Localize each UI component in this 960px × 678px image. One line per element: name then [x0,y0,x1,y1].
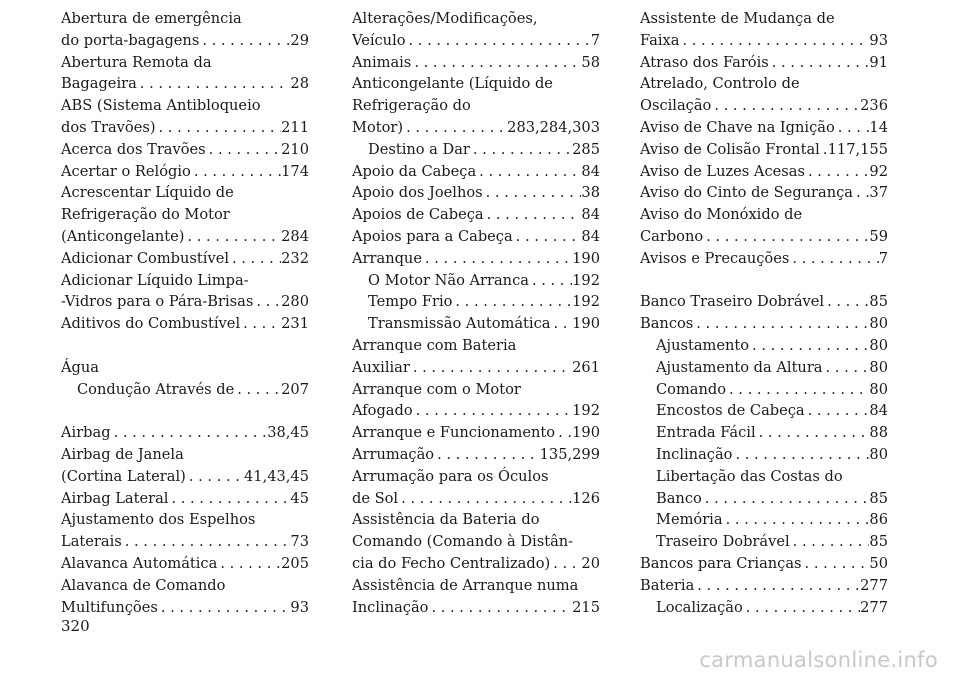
dot-leader [217,553,281,575]
index-entry [352,73,600,95]
index-subentry [640,335,888,357]
entry-text: Banco [656,489,702,507]
entry-page-ref: 192 [572,293,600,311]
entry-page-ref: 190 [572,249,600,267]
entry-page-ref: 205 [281,554,309,572]
dot-leader [191,161,281,183]
entry-page-ref: 190 [572,424,600,442]
entry-text: Apoio da Cabeça [352,162,477,180]
dot-leader [529,270,572,292]
dot-leader [111,422,268,444]
index-entry [352,357,600,379]
entry-page-ref: 92 [869,162,888,180]
entry-text: Acrescentar Líquido de [61,184,234,202]
dot-leader [410,357,572,379]
entry-text: Airbag [61,424,111,442]
index-entry [61,8,309,30]
dot-leader [422,248,572,270]
entry-text: Comando (Comando à Distân- [352,533,574,551]
entry-page-ref: 283,284,303 [507,118,600,136]
entry-text: Traseiro Dobrável [656,533,790,551]
entry-text: Inclinação [656,445,733,463]
dot-leader [406,30,591,52]
entry-text: Laterais [61,533,122,551]
dot-leader [711,95,860,117]
index-entry [352,335,600,357]
dot-leader [403,117,507,139]
entry-page-ref: 50 [869,554,888,572]
index-entry [61,313,309,335]
index-subentry [352,313,600,335]
entry-text: de Sol [352,489,399,507]
entry-text: Animais [352,53,412,71]
entry-text: Airbag de Janela [61,445,184,463]
dot-leader [240,313,281,335]
dot-leader [732,444,869,466]
entry-page-ref: 7 [590,31,600,49]
index-entry [640,248,888,270]
entry-page-ref: 277 [860,576,888,594]
index-entry [352,95,600,117]
index-entry [352,161,600,183]
entry-page-ref: 280 [281,293,309,311]
index-entry [61,488,309,510]
index-entry [61,553,309,575]
entry-text: Libertação das Costas do [656,467,843,485]
index-entry [352,226,600,248]
index-subentry [352,270,600,292]
dot-leader [756,422,870,444]
index-subentry [352,139,600,161]
dot-leader [411,52,581,74]
entry-page-ref: 232 [281,249,309,267]
entry-text: Acertar o Relógio [61,162,191,180]
entry-text: Bancos [640,315,694,333]
dot-leader [820,139,828,161]
entry-page-ref: 29 [290,31,309,49]
index-entry [61,30,309,52]
entry-page-ref: 135,299 [539,445,600,463]
dot-leader [555,422,572,444]
entry-text: Inclinação [352,598,429,616]
entry-text: Arrumação para os Óculos [352,467,549,485]
entry-text: Bateria [640,576,695,594]
dot-leader [853,182,869,204]
entry-text: Aviso do Monóxido de [640,206,803,224]
entry-page-ref: 277 [860,598,888,616]
entry-page-ref: 284 [281,227,309,245]
index-subentry [640,357,888,379]
entry-page-ref: 93 [290,598,309,616]
dot-leader [484,204,582,226]
entry-page-ref: 174 [281,162,309,180]
dot-leader [122,531,291,553]
page-number: 320 [61,617,90,635]
dot-leader [234,379,281,401]
entry-text: cia do Fecho Centralizado) [352,554,551,572]
entry-text: Alavanca Automática [61,554,218,572]
dot-leader [769,52,870,74]
index-entry [352,379,600,401]
entry-text: Ajustamento dos Espelhos [61,511,256,529]
index-entry [61,291,309,313]
dot-leader [398,488,572,510]
index-entry [352,422,600,444]
dot-leader [513,226,582,248]
entry-text: O Motor Não Arranca [368,271,529,289]
entry-page-ref: 215 [572,598,600,616]
entry-text: Arranque e Funcionamento [352,424,556,442]
entry-page-ref: 190 [572,315,600,333]
entry-text: Abertura Remota da [61,53,212,71]
watermark: carmanualsonline.info [699,648,938,672]
dot-leader [158,597,291,619]
index-entry [640,553,888,575]
entry-text: Encostos de Cabeça [656,402,805,420]
index-entry [61,248,309,270]
index-entry [352,30,600,52]
index-entry [640,313,888,335]
entry-text: Tempo Frio [368,293,453,311]
dot-leader [199,30,290,52]
entry-page-ref: 84 [581,227,600,245]
dot-leader [229,248,281,270]
index-subentry [640,466,888,488]
index-column-2 [352,8,600,618]
entry-text: Alavanca de Comando [61,576,226,594]
entry-page-ref: 192 [572,271,600,289]
entry-page-ref: 20 [581,554,600,572]
entry-page-ref: 84 [581,206,600,224]
entry-page-ref: 80 [869,380,888,398]
dot-leader [790,531,870,553]
entry-text: Transmissão Automática [368,315,551,333]
index-entry [61,73,309,95]
index-subentry [640,597,888,619]
index-entry [352,52,600,74]
entry-text: Airbag Lateral [61,489,169,507]
index-entry [640,291,888,313]
dot-leader [703,226,869,248]
entry-text: (Cortina Lateral) [61,467,186,485]
index-entry [640,182,888,204]
entry-text: Atrelado, Controlo de [640,75,800,93]
entry-page-ref: 236 [860,97,888,115]
entry-page-ref: 80 [869,358,888,376]
entry-text: Banco Traseiro Dobrável [640,293,825,311]
entry-text: Assistente de Mudança de [640,10,835,27]
entry-text: Comando [656,380,727,398]
index-entry [61,161,309,183]
index-entry [352,444,600,466]
entry-page-ref: 80 [869,336,888,354]
entry-page-ref: 28 [290,75,309,93]
entry-page-ref: 14 [869,118,888,136]
entry-text: ABS (Sistema Antibloqueio [61,97,261,115]
entry-text: Água [61,358,99,376]
entry-text: Adicionar Combustível [61,249,229,267]
index-entry [61,117,309,139]
index-entry [352,248,600,270]
entry-text: Aviso de Chave na Ignição [640,118,835,136]
index-entry [640,52,888,74]
entry-text: Anticongelante (Líquido de [352,75,553,93]
index-entry [352,553,600,575]
index-entry [61,509,309,531]
entry-text: Afogado [352,402,413,420]
index-entry [640,139,888,161]
dot-leader [789,248,878,270]
index-entry [640,161,888,183]
dot-leader [824,291,869,313]
dot-leader [483,182,582,204]
dot-leader [694,575,860,597]
entry-text: Multifunções [61,598,158,616]
dot-leader [434,444,540,466]
dot-leader [679,30,869,52]
entry-page-ref: 38 [581,184,600,202]
entry-text: Apoios para a Cabeça [352,227,513,245]
dot-leader [726,379,869,401]
entry-text: Destino a Dar [368,140,470,158]
dot-leader [723,509,870,531]
dot-leader [184,226,281,248]
index-column-3 [640,8,888,618]
index-subentry [640,400,888,422]
entry-text: Localização [656,598,743,616]
dot-leader [413,400,572,422]
index-subentry [640,531,888,553]
dot-leader [702,488,870,510]
entry-page-ref: 126 [572,489,600,507]
index-column-1 [61,8,309,618]
index-subentry [61,379,309,401]
index-subentry [640,509,888,531]
index-entry [640,95,888,117]
entry-text: Apoio dos Joelhos [352,184,483,202]
entry-text: Assistência da Bateria do [352,511,540,529]
index-entry [640,226,888,248]
index-entry [352,8,600,30]
dot-leader [156,117,282,139]
entry-text: Aviso de Luzes Acesas [640,162,805,180]
dot-leader [805,161,869,183]
dot-leader [452,291,572,313]
entry-page-ref: 88 [869,424,888,442]
entry-page-ref: 91 [869,53,888,71]
entry-text: Memória [656,511,723,529]
index-entry [61,357,309,379]
index-entry [61,444,309,466]
dot-leader [693,313,869,335]
dot-leader [805,400,870,422]
index-entry [61,422,309,444]
entry-page-ref: 38,45 [267,424,309,442]
entry-text: Ajustamento [656,336,750,354]
index-entry [61,270,309,292]
index-entry [352,182,600,204]
entry-text: Apoios de Cabeça [352,206,484,224]
index-entry [352,117,600,139]
entry-text: Arranque com Bateria [352,336,517,354]
entry-page-ref: 261 [572,358,600,376]
entry-page-ref: 41,43,45 [244,467,309,485]
entry-page-ref: 85 [869,489,888,507]
dot-leader [476,161,581,183]
index-entry [61,466,309,488]
entry-page-ref: 207 [281,380,309,398]
entry-page-ref: 117,155 [827,140,888,158]
dot-leader [550,553,581,575]
entry-page-ref: 285 [572,140,600,158]
entry-text: Refrigeração do Motor [61,206,230,224]
entry-text: Arrumação [352,445,435,463]
entry-text: Ajustamento da Altura [656,358,823,376]
index-entry [352,466,600,488]
entry-text: Arranque com o Motor [352,380,521,398]
index-entry [61,575,309,597]
entry-page-ref: 59 [869,227,888,245]
index-entry [352,509,600,531]
dot-leader [802,553,870,575]
entry-text: Atraso dos Faróis [640,53,769,71]
entry-page-ref: 85 [869,293,888,311]
entry-text: -Vidros para o Pára-Brisas [61,293,254,311]
dot-leader [470,139,572,161]
entry-page-ref: 192 [572,402,600,420]
dot-leader [550,313,572,335]
index-entry [61,52,309,74]
entry-text: Entrada Fácil [656,424,756,442]
index-entry [352,531,600,553]
dot-leader [137,73,291,95]
index-entry [640,30,888,52]
index-entry [352,597,600,619]
entry-text: Carbono [640,227,704,245]
index-entry [640,73,888,95]
index-entry [640,204,888,226]
entry-text: Bagageira [61,75,137,93]
entry-text: Motor) [352,118,404,136]
entry-page-ref: 80 [869,445,888,463]
entry-text: Oscilação [640,97,712,115]
entry-page-ref: 93 [869,31,888,49]
entry-page-ref: 211 [281,118,309,136]
entry-text: Avisos e Precauções [640,249,790,267]
index-subentry [352,291,600,313]
dot-leader [206,139,281,161]
dot-leader [428,597,572,619]
entry-text: Aviso de Colisão Frontal [640,140,820,158]
entry-page-ref: 45 [290,489,309,507]
entry-text: Faixa [640,31,680,49]
index-entry [640,8,888,30]
dot-leader [186,466,244,488]
index-entry [352,204,600,226]
index-entry [61,182,309,204]
dot-leader [749,335,869,357]
index-entry [352,488,600,510]
dot-leader [823,357,870,379]
index-subentry [640,444,888,466]
entry-text: Alterações/Modificações, [352,10,538,27]
dot-leader [743,597,860,619]
entry-page-ref: 73 [290,533,309,551]
entry-text: Refrigeração do [352,97,471,115]
index-entry [61,139,309,161]
entry-text: Abertura de emergência [61,10,242,27]
index-entry [61,597,309,619]
entry-page-ref: 58 [581,53,600,71]
entry-page-ref: 80 [869,315,888,333]
entry-text: Acerca dos Travões [61,140,206,158]
index-entry [61,531,309,553]
index-entry [352,575,600,597]
index-subentry [640,488,888,510]
entry-text: Adicionar Líquido Limpa- [61,271,249,289]
entry-text: Assistência de Arranque numa [352,576,579,594]
entry-text: Condução Através de [77,380,235,398]
index-entry [61,204,309,226]
entry-text: dos Travões) [61,118,156,136]
dot-leader [253,291,281,313]
index-subentry [640,422,888,444]
entry-text: Aviso do Cinto de Segurança [640,184,854,202]
entry-text: Veículo [352,31,406,49]
entry-page-ref: 231 [281,315,309,333]
index-entry [61,226,309,248]
entry-page-ref: 86 [869,511,888,529]
entry-text: Aditivos do Combustível [61,315,241,333]
index-entry [61,95,309,117]
entry-page-ref: 7 [878,249,888,267]
entry-text: do porta-bagagens [61,31,200,49]
entry-page-ref: 84 [869,402,888,420]
index-entry [352,400,600,422]
entry-page-ref: 210 [281,140,309,158]
entry-page-ref: 84 [581,162,600,180]
index-entry [640,575,888,597]
index-subentry [640,379,888,401]
entry-text: (Anticongelante) [61,227,185,245]
dot-leader [168,488,290,510]
entry-text: Bancos para Crianças [640,554,802,572]
entry-page-ref: 85 [869,533,888,551]
entry-page-ref: 37 [869,184,888,202]
index-entry [640,117,888,139]
entry-text: Arranque [352,249,422,267]
entry-text: Auxiliar [352,358,410,376]
dot-leader [835,117,870,139]
